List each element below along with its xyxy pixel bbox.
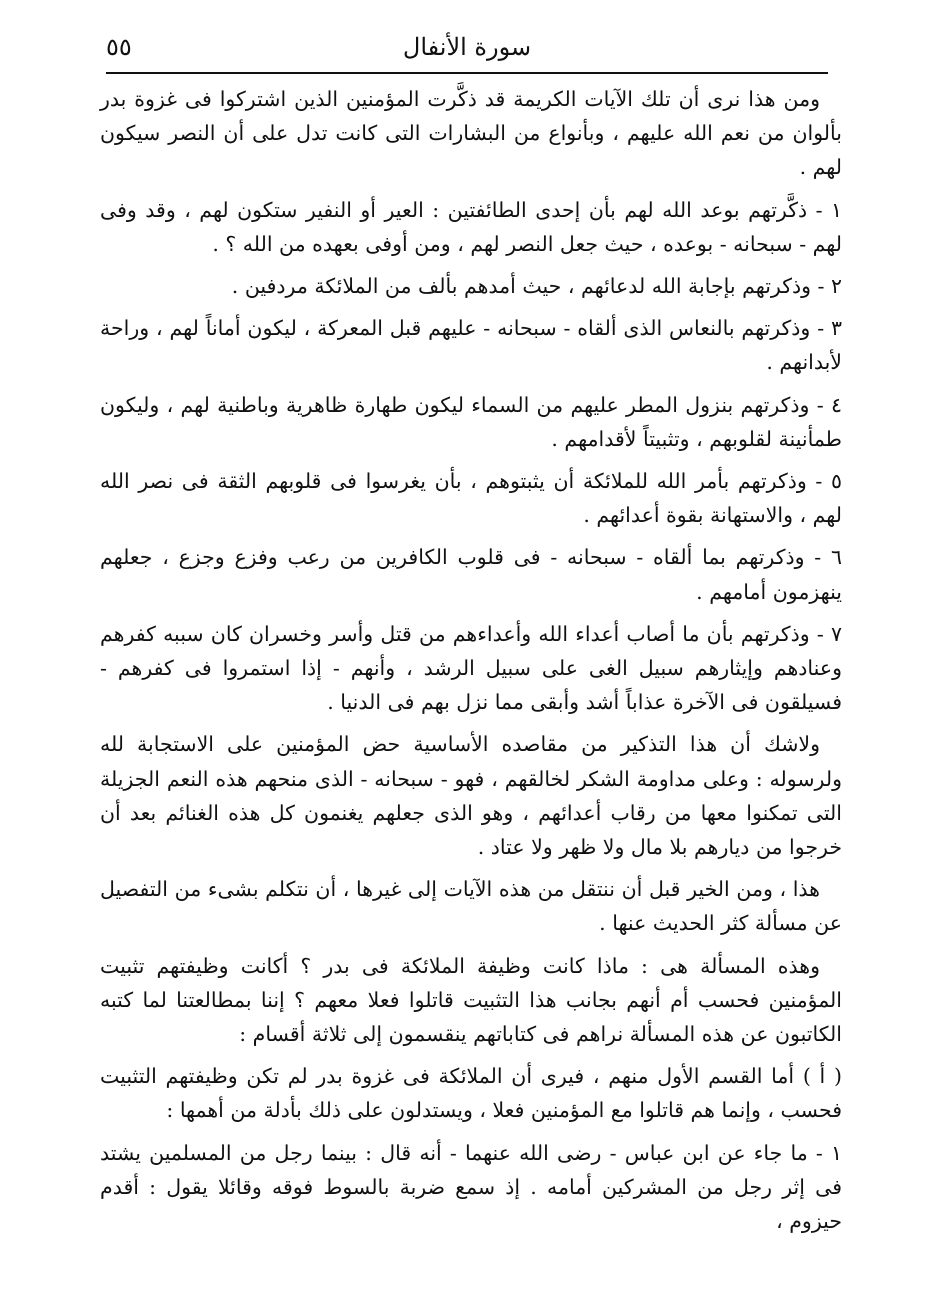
page-header	[106, 26, 828, 66]
evidence-item-1: ١ - ما جاء عن ابن عباس - رضى الله عنهما - أنه قال : بينما رجل من المسلمين يشتد فى إثر رجل من المشركين أمامه . إذ سمع ضربة بالسوط فوقه وقائلا يقول : أقدم حيزوم ،	[100, 1140, 842, 1234]
page-number: ٥٥	[106, 33, 132, 61]
list-item-3: ٣ - وذكرتهم بالنعاس الذى ألقاه - سبحانه - عليهم قبل المعركة ، ليكون أماناً لهم ، وراحة لأبدانهم .	[100, 316, 842, 375]
paragraph-purpose: ولاشك أن هذا التذكير من مقاصده الأساسية حض المؤمنين على الاستجابة لله ولرسوله : وعلى مداومة الشكر لخالقهم ، فهو - سبحانه - الذى منحهم هذه النعم الجزيلة التى تمكنوا معها من رقاب أعدائهم ، وهو الذى جعلهم يغنمون كل هذه الغنائم بعد أن خرجوا من ديارهم بلا مال ولا ظهر ولا عتاد .	[100, 732, 842, 860]
paragraph-transition: هذا ، ومن الخير قبل أن ننتقل من هذه الآيات إلى غيرها ، أن نتكلم بشىء من التفصيل عن مسألة كثر الحديث عنها .	[100, 877, 842, 936]
list-item-1: ١ - ذكَّرتهم بوعد الله لهم بأن إحدى الطائفتين : العير أو النفير ستكون لهم ، وقد وفى لهم - سبحانه - بوعده ، حيث جعل النصر لهم ، ومن أوفى بعهده من الله ؟ .	[100, 197, 843, 256]
list-item-6: ٦ - وذكرتهم بما ألقاه - سبحانه - فى قلوب الكافرين من رعب وفزع وجزع ، جعلهم ينهزمون أمامهم .	[100, 545, 842, 604]
paragraph-question: وهذه المسألة هى : ماذا كانت وظيفة الملائكة فى بدر ؟ أكانت وظيفتهم تثبيت المؤمنين فحسب أم أنهم بجانب هذا التثبيت قاتلوا فعلا معهم ؟ إننا بمطالعتنا لما كتبه الكاتبون عن هذه المسألة نراهم فى كتاباتهم ينقسمون إلى ثلاثة أقسام :	[100, 953, 842, 1047]
list-item-5: ٥ - وذكرتهم بأمر الله للملائكة أن يثبتوهم ، بأن يغرسوا فى قلوبهم الثقة فى نصر الله لهم ، والاستهانة بقوة أعدائهم .	[100, 469, 842, 528]
body-text	[100, 82, 842, 1246]
list-item-2: ٢ - وذكرتهم بإجابة الله لدعائهم ، حيث أمدهم بألف من الملائكة مردفين .	[231, 274, 842, 299]
list-item-4: ٤ - وذكرتهم بنزول المطر عليهم من السماء ليكون طهارة ظاهرية وباطنية لهم ، وليكون طمأنينة لقلوبهم ، وتثبيتاً لأقدامهم .	[100, 392, 842, 451]
paragraph-intro: ومن هذا نرى أن تلك الآيات الكريمة قد ذكَّرت المؤمنين الذين اشتركوا فى غزوة بدر بألوان من نعم الله عليهم ، وبأنواع من البشارات التى كانت تدل على أن النصر سيكون لهم .	[100, 87, 842, 180]
header-rule	[106, 72, 828, 74]
surah-title: سورة الأنفال	[402, 33, 532, 61]
section-a: ( أ ) أما القسم الأول منهم ، فيرى أن الملائكة فى غزوة بدر لم تكن وظيفتهم التثبيت فحسب ، وإنما هم قاتلوا مع المؤمنين فعلا ، ويستدلون على ذلك بأدلة من أهمها :	[100, 1064, 842, 1123]
list-item-7: ٧ - وذكرتهم بأن ما أصاب أعداء الله وأعداءهم من قتل وأسر وخسران كان سببه كفرهم وعنادهم وإيثارهم سبيل الغى على سبيل الرشد ، وأنهم - إذا استمروا فى كفرهم - فسيلقون فى الآخرة عذاباً أشد وأبقى مما نزل بهم فى الدنيا .	[100, 621, 842, 715]
